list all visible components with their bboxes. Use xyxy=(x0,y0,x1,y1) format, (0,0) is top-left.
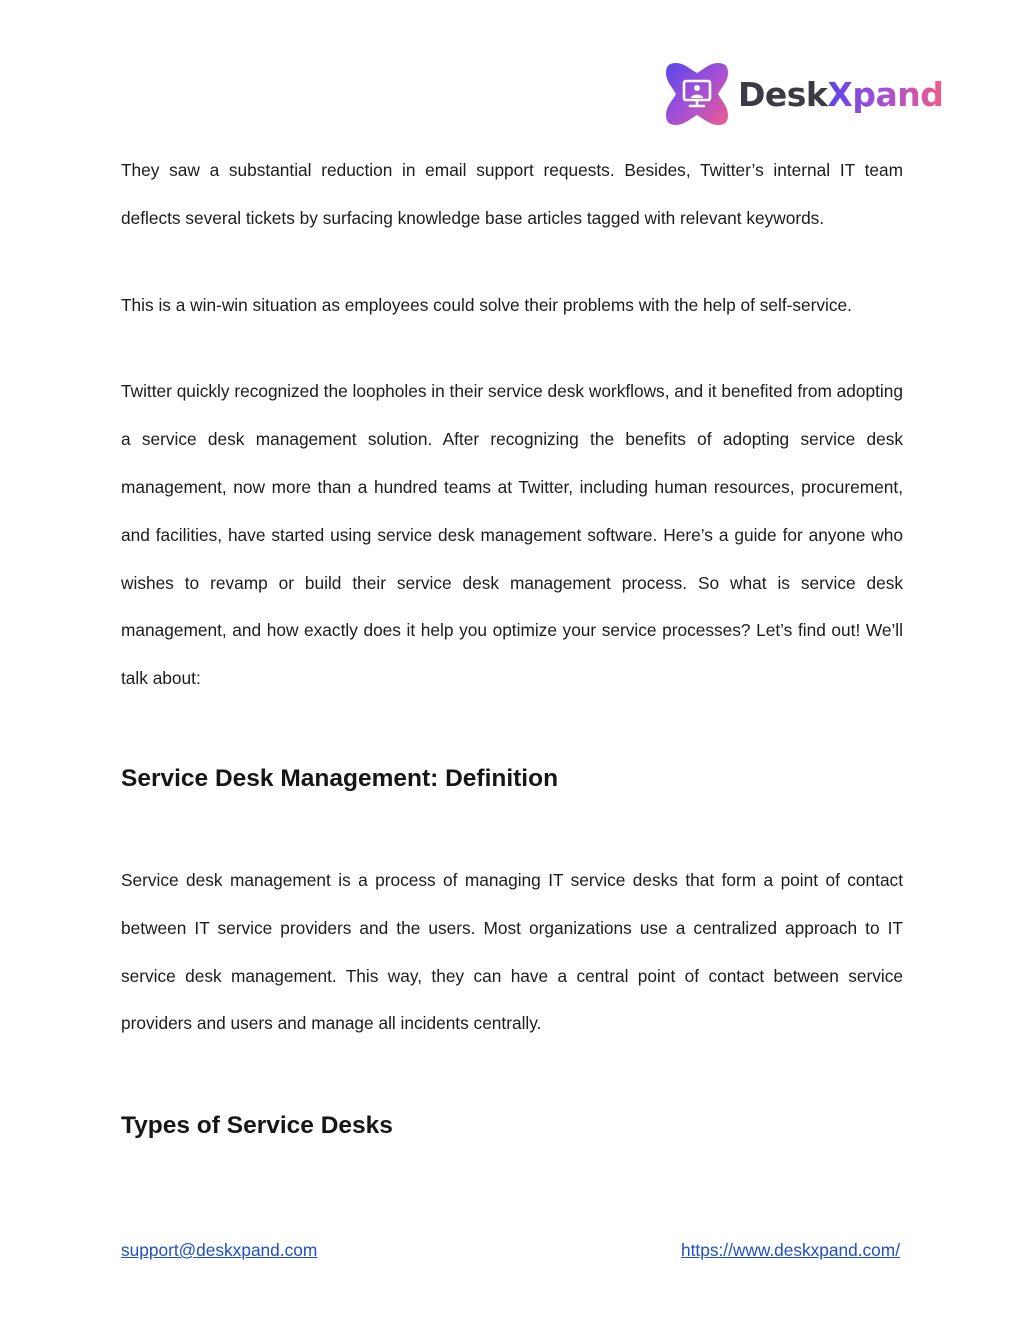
paragraph-win-win: This is a win-win situation as employees could solve their problems with the help of self-service. xyxy=(121,294,852,315)
heading-types: Types of Service Desks xyxy=(121,1112,393,1140)
heading-definition: Service Desk Management: Definition xyxy=(121,764,559,792)
paragraph-definition: Service desk management is a process of managing IT service desks that form a point of contact between IT service providers and the users. Most organizations use a centralized approach to IT service desk management. This way, they can have a central point of contact between service providers and users and manage all incidents centrally. xyxy=(121,869,903,1034)
monitor-person-icon xyxy=(664,61,730,127)
support-email-link[interactable]: support@deskxpand.com xyxy=(121,1240,318,1260)
paragraph-email-reduction: They saw a substantial reduction in email support requests. Besides, Twitter’s internal IT team deflects several tickets by surfacing knowledge base articles tagged with relevant keywords. xyxy=(121,160,903,228)
brand-wordmark-desk: Desk xyxy=(738,74,828,114)
paragraph-twitter-adoption: Twitter quickly recognized the loopholes in their service desk workflows, and it benefited from adopting a service desk management solution. After recognizing the benefits of adopting service desk management, now more than a hundred teams at Twitter, including human resources, procurement, and facilities, have started using service desk management software. Here’s a guide for anyone who wishes to revamp or build their service desk management process. So what is service desk management, and how exactly does it help you optimize your service processes? Let’s find out! We’ll talk about: xyxy=(121,381,903,689)
brand-wordmark-xpand: Xpand xyxy=(827,74,944,114)
document-body xyxy=(121,147,903,1150)
page-footer xyxy=(121,1238,900,1262)
brand-wordmark xyxy=(738,74,944,114)
deskxpand-logo xyxy=(664,60,943,128)
website-link[interactable]: https://www.deskxpand.com/ xyxy=(681,1240,900,1260)
